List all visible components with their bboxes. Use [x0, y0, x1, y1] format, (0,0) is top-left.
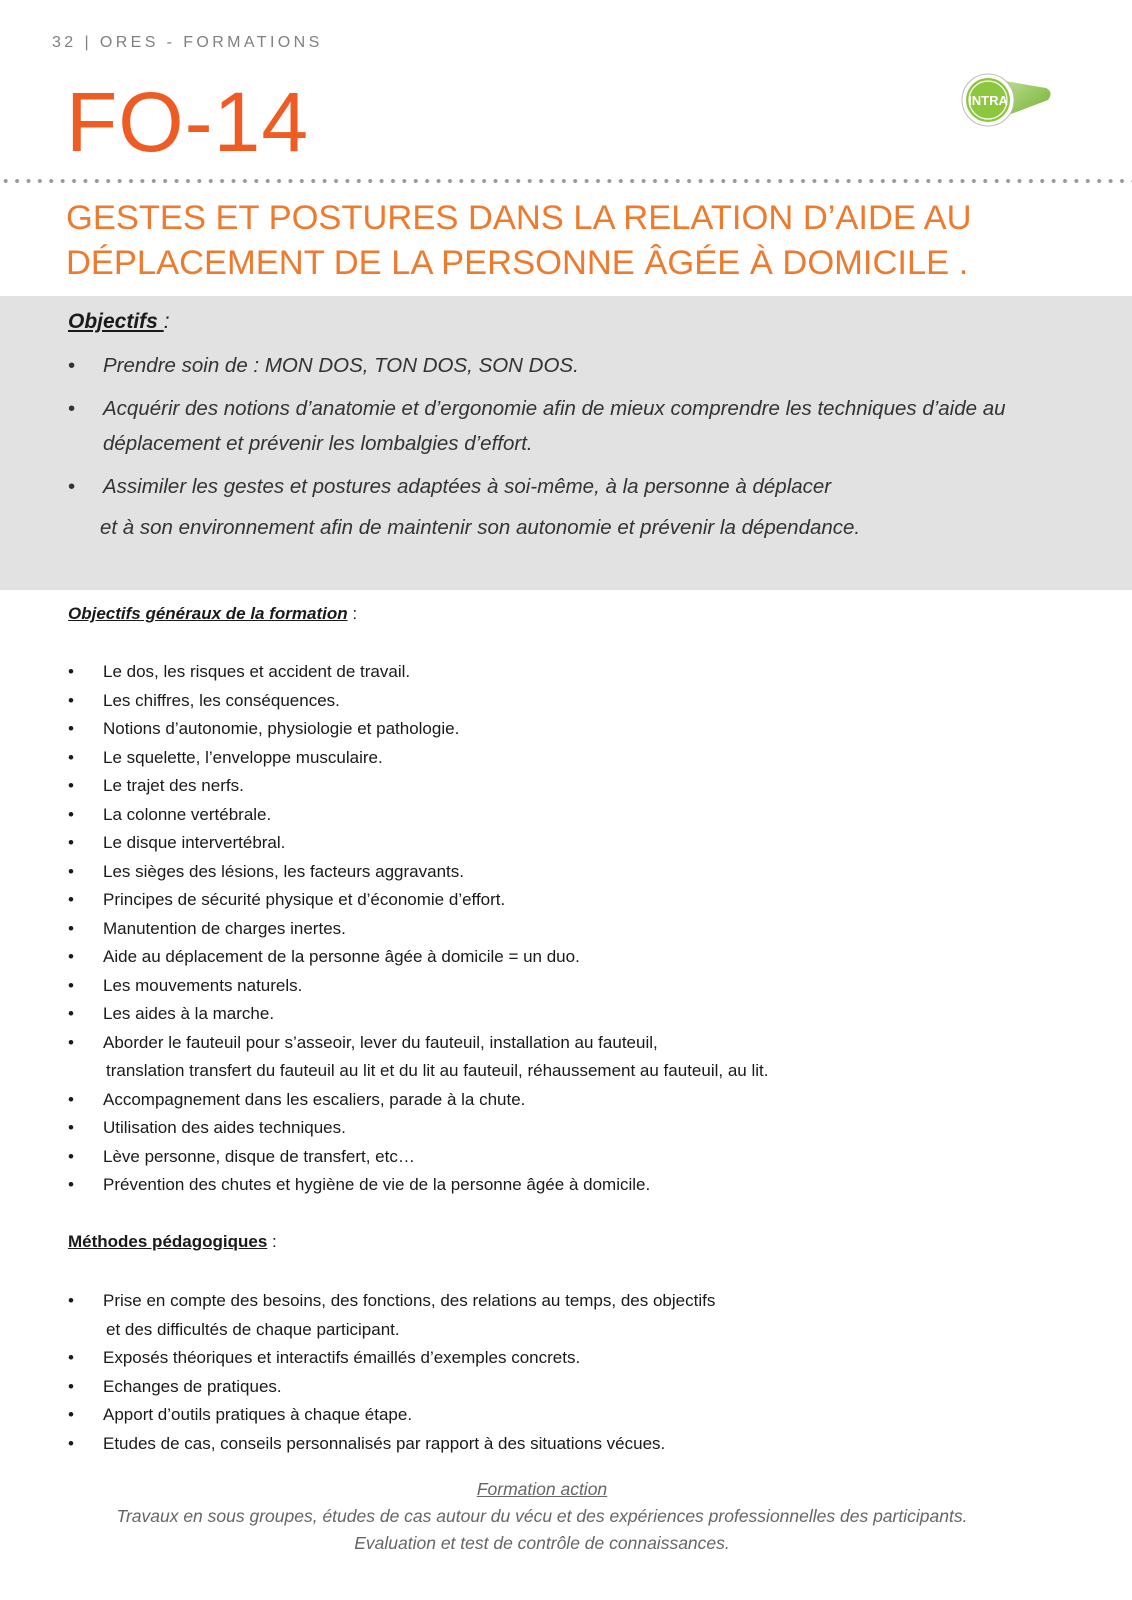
list-item-text: Exposés théoriques et interactifs émaillés d’exemples concrets. [103, 1348, 581, 1367]
list-item [68, 829, 1098, 858]
bullet: • [68, 1405, 74, 1424]
list-item [68, 858, 1098, 887]
list-item-text: Le trajet des nerfs. [103, 776, 244, 795]
bullet: • [68, 1118, 74, 1137]
subtitle-line: DÉPLACEMENT DE LA PERSONNE ÂGÉE À DOMICILE . [66, 244, 969, 282]
bullet: • [68, 1146, 74, 1166]
methods-heading-colon: : [267, 1232, 277, 1251]
list-item-text: Les sièges des lésions, les facteurs aggravants. [103, 861, 464, 881]
footer-note [0, 1476, 1084, 1557]
footer-title: Formation action [476, 1479, 608, 1499]
general-objectives-list [68, 658, 1098, 1200]
list-item [68, 687, 1098, 716]
list-item-text: Notions d’autonomie, physiologie et pathologie. [103, 719, 460, 738]
list-item-text: Manutention de charges inertes. [103, 918, 346, 938]
list-item-text: Le dos, les risques et accident de travail. [103, 662, 411, 681]
list-item [68, 772, 1098, 801]
bullet: • [68, 1032, 74, 1052]
bullet: • [68, 1004, 74, 1023]
list-item [68, 1086, 1098, 1115]
list-item-text: Echanges de pratiques. [103, 1376, 282, 1396]
bullet: • [68, 804, 74, 824]
list-item [68, 1171, 1098, 1200]
bullet: • [68, 1376, 74, 1396]
objective-item [68, 348, 1098, 383]
list-item [68, 972, 1098, 1001]
bullet: • [68, 776, 74, 795]
bullet: • [68, 1433, 74, 1453]
list-item [68, 943, 1098, 972]
footer-line: Evaluation et test de contrôle de connaissances. [354, 1533, 730, 1553]
bullet: • [68, 1291, 74, 1310]
list-item [68, 1000, 1098, 1029]
list-item [68, 886, 1098, 915]
list-item [68, 658, 1098, 687]
methods-heading [68, 1232, 277, 1252]
bullet: • [68, 918, 74, 938]
list-item-text: Etudes de cas, conseils personnalisés par rapport à des situations vécues. [103, 1433, 666, 1453]
page-header-label: 32 | ORES - FORMATIONS [52, 34, 323, 51]
objective-item [68, 391, 1098, 461]
bullet: • [68, 397, 76, 420]
objective-text: Prendre soin de : MON DOS, TON DOS, SON DOS. [103, 354, 579, 377]
objectives-heading-text: Objectifs [68, 310, 164, 333]
list-item-text: Aide au déplacement de la personne âgée à domicile = un duo. [103, 947, 580, 966]
bullet: • [68, 354, 76, 377]
list-item [68, 1029, 1098, 1086]
list-item [68, 715, 1098, 744]
general-objectives-heading-text: Objectifs généraux de la formation [68, 604, 348, 623]
list-item-text: Prise en compte des besoins, des fonctions, des relations au temps, des objectifs [103, 1291, 716, 1310]
bullet: • [68, 719, 74, 738]
objective-text-continued: et à son environnement afin de maintenir son autonomie et prévenir la dépendance. [100, 516, 861, 539]
list-item-text: Accompagnement dans les escaliers, parade à la chute. [103, 1089, 526, 1109]
course-subtitle [66, 196, 1106, 286]
list-item [68, 1114, 1098, 1143]
bullet: • [68, 975, 74, 995]
bullet: • [68, 890, 74, 909]
badge-label: INTRA [968, 93, 1008, 108]
methods-list [68, 1287, 1098, 1458]
list-item-text: Lève personne, disque de transfert, etc… [103, 1146, 415, 1166]
bullet: • [68, 861, 74, 881]
bullet: • [68, 1089, 74, 1109]
list-item-text: Le squelette, l’enveloppe musculaire. [103, 747, 383, 767]
bullet: • [68, 475, 76, 498]
intra-badge-icon [958, 70, 1058, 130]
list-item-text: Utilisation des aides techniques. [103, 1118, 346, 1137]
list-item [68, 801, 1098, 830]
dotted-divider [0, 178, 1132, 184]
methods-heading-text: Méthodes pédagogiques [68, 1232, 268, 1251]
subtitle-line: GESTES ET POSTURES DANS LA RELATION D’AIDE AU [66, 199, 972, 237]
objective-text: Acquérir des notions d’anatomie et d’ergonomie afin de mieux comprendre les techniques d’aide au déplacement et prévenir les lombalgies d’effort. [103, 397, 1006, 455]
list-item-text: Les chiffres, les conséquences. [103, 690, 340, 710]
objective-text: Assimiler les gestes et postures adaptées à soi-même, à la personne à déplacer [103, 475, 832, 498]
footer-line: Travaux en sous groupes, études de cas autour du vécu et des expériences professionnelles des participants. [116, 1506, 968, 1526]
list-item [68, 1430, 1098, 1459]
list-item-text: Les mouvements naturels. [103, 975, 303, 995]
list-item [68, 915, 1098, 944]
list-item [68, 1401, 1098, 1430]
list-item-text: Principes de sécurité physique et d’économie d’effort. [103, 890, 506, 909]
list-item [68, 1287, 1098, 1344]
list-item-text: La colonne vertébrale. [103, 804, 272, 824]
bullet: • [68, 1348, 74, 1367]
list-item [68, 1143, 1098, 1172]
course-code-title: FO-14 [66, 75, 310, 169]
objective-item [68, 469, 1098, 545]
list-item-text-continued: translation transfert du fauteuil au lit et du lit au fauteuil, réhaussement au fauteuil, au lit. [106, 1061, 769, 1080]
list-item-text: Prévention des chutes et hygiène de vie de la personne âgée à domicile. [103, 1175, 651, 1194]
list-item-text: Aborder le fauteuil pour s’asseoir, lever du fauteuil, installation au fauteuil, [103, 1032, 658, 1052]
bullet: • [68, 662, 74, 681]
objectives-list [68, 348, 1098, 545]
bullet: • [68, 947, 74, 966]
bullet: • [68, 690, 74, 710]
general-objectives-heading-colon: : [347, 604, 358, 623]
general-objectives-heading [68, 604, 357, 624]
list-item [68, 1373, 1098, 1402]
list-item [68, 744, 1098, 773]
list-item-text-continued: et des difficultés de chaque participant. [106, 1319, 400, 1339]
list-item-text: Les aides à la marche. [103, 1004, 275, 1023]
objectives-heading-colon: : [163, 310, 170, 333]
bullet: • [68, 747, 74, 767]
list-item [68, 1344, 1098, 1373]
list-item-text: Le disque intervertébral. [103, 833, 286, 852]
list-item-text: Apport d’outils pratiques à chaque étape. [103, 1405, 413, 1424]
objectives-heading [68, 310, 170, 334]
bullet: • [68, 833, 74, 852]
bullet: • [68, 1175, 74, 1194]
